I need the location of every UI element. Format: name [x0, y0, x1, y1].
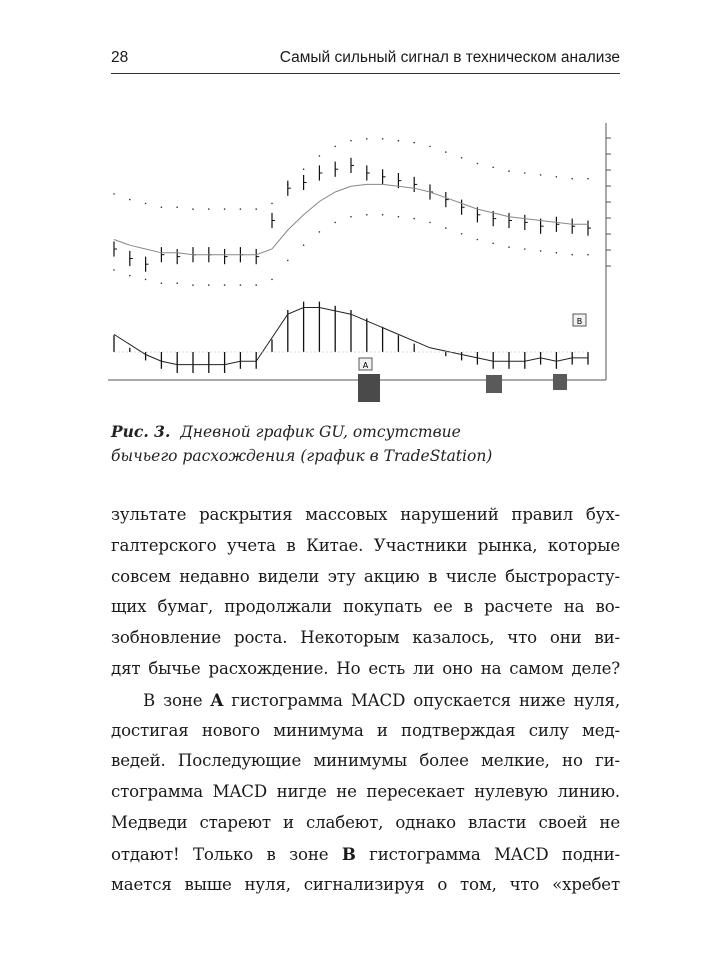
text-line: мается выше нуля, сигнализируя о том, что «хребет	[111, 874, 620, 894]
caption-line-2: бычьего расхождения (график в TradeStation)	[111, 447, 493, 465]
bear-icon	[486, 375, 502, 393]
text-line: ведей. Последующие минимумы более мелкие, но ги-	[111, 751, 620, 771]
envelope-dot	[334, 222, 336, 224]
envelope-dot	[556, 252, 558, 254]
envelope-dot	[508, 246, 510, 248]
envelope-dot	[477, 239, 479, 241]
envelope-dot	[161, 282, 163, 284]
running-title: Самый сильный сигнал в техническом анализе	[279, 49, 620, 66]
envelope-dot	[176, 206, 178, 208]
envelope-dot	[224, 284, 226, 286]
text-line: стограмма MACD нигде не пересекает нулевую линию.	[111, 782, 620, 802]
envelope-dot	[398, 216, 400, 218]
envelope-dot	[540, 174, 542, 176]
envelope-dot	[129, 199, 131, 201]
envelope-dot	[271, 279, 273, 281]
envelope-dot	[413, 142, 415, 144]
envelope-dot	[413, 218, 415, 220]
envelope-dot	[508, 170, 510, 172]
envelope-dot	[319, 231, 321, 233]
envelope-dot	[382, 138, 384, 140]
bear-icon	[358, 374, 380, 402]
text-line: зультате раскрытия массовых нарушений правил бух-	[111, 505, 620, 524]
zone-b-label: B	[576, 317, 583, 326]
envelope-dot	[429, 146, 431, 148]
body-text	[111, 500, 620, 900]
envelope-dot	[350, 216, 352, 218]
envelope-dot	[587, 254, 589, 256]
page-number: 28	[111, 49, 129, 66]
envelope-dot	[477, 163, 479, 165]
envelope-dot	[255, 208, 257, 210]
text-line: отдают! Только в зоне B гистограмма MACD подни-	[111, 843, 620, 864]
envelope-dot	[303, 168, 305, 170]
figure-chart	[108, 118, 620, 410]
envelope-dot	[429, 222, 431, 224]
envelope-dot	[540, 250, 542, 252]
envelope-dot	[334, 146, 336, 148]
envelope-dot	[366, 214, 368, 216]
envelope-dot	[366, 138, 368, 140]
zone-a-label: A	[362, 361, 369, 370]
text-line: достигая нового минимума и подтверждая силу мед-	[111, 720, 620, 740]
bear-icon	[553, 374, 567, 390]
envelope-dot	[303, 244, 305, 246]
envelope-dot	[350, 140, 352, 142]
envelope-dot	[113, 193, 115, 195]
running-header	[111, 47, 620, 74]
text-line: дят бычье расхождение. Но есть ли оно на самом деле?	[111, 658, 620, 678]
text-line: В зоне A гистограмма MACD опускается ниже нуля,	[143, 689, 620, 710]
envelope-dot	[492, 167, 494, 169]
envelope-dot	[571, 254, 573, 256]
caption-line-1: Дневной график GU, отсутствие	[180, 423, 461, 441]
envelope-dot	[208, 284, 210, 286]
text-line: совсем недавно видели эту акцию в числе быстрорасту-	[111, 566, 620, 586]
envelope-dot	[240, 284, 242, 286]
envelope-dot	[445, 151, 447, 153]
text-line: щих бумаг, продолжали покупать ее в расчете на во-	[111, 597, 620, 617]
envelope-dot	[398, 140, 400, 142]
envelope-dot	[113, 269, 115, 271]
envelope-dot	[319, 155, 321, 157]
envelope-dot	[145, 203, 147, 205]
envelope-dot	[192, 284, 194, 286]
caption-label: Рис. 3.	[111, 422, 171, 441]
envelope-dot	[240, 208, 242, 210]
envelope-dot	[176, 282, 178, 284]
envelope-dot	[255, 284, 257, 286]
envelope-dot	[161, 206, 163, 208]
envelope-dot	[129, 275, 131, 277]
envelope-dot	[524, 172, 526, 174]
envelope-dot	[224, 208, 226, 210]
text-line: галтерского учета в Китае. Участники рынка, которые	[111, 535, 620, 555]
figure-caption	[111, 420, 620, 468]
envelope-dot	[492, 243, 494, 245]
envelope-dot	[208, 208, 210, 210]
text-line: зобновление роста. Некоторым казалось, что они ви-	[111, 628, 620, 648]
envelope-dot	[461, 233, 463, 235]
price-macd-chart	[108, 118, 620, 410]
envelope-dot	[571, 178, 573, 180]
envelope-dot	[524, 248, 526, 250]
envelope-dot	[287, 260, 289, 262]
envelope-dot	[192, 208, 194, 210]
text-line: Медведи стареют и слабеют, однако власти своей не	[111, 812, 620, 832]
envelope-dot	[445, 227, 447, 229]
envelope-dot	[271, 203, 273, 205]
envelope-dot	[461, 157, 463, 159]
envelope-dot	[556, 176, 558, 178]
envelope-dot	[587, 178, 589, 180]
envelope-dot	[382, 214, 384, 216]
envelope-dot	[145, 279, 147, 281]
